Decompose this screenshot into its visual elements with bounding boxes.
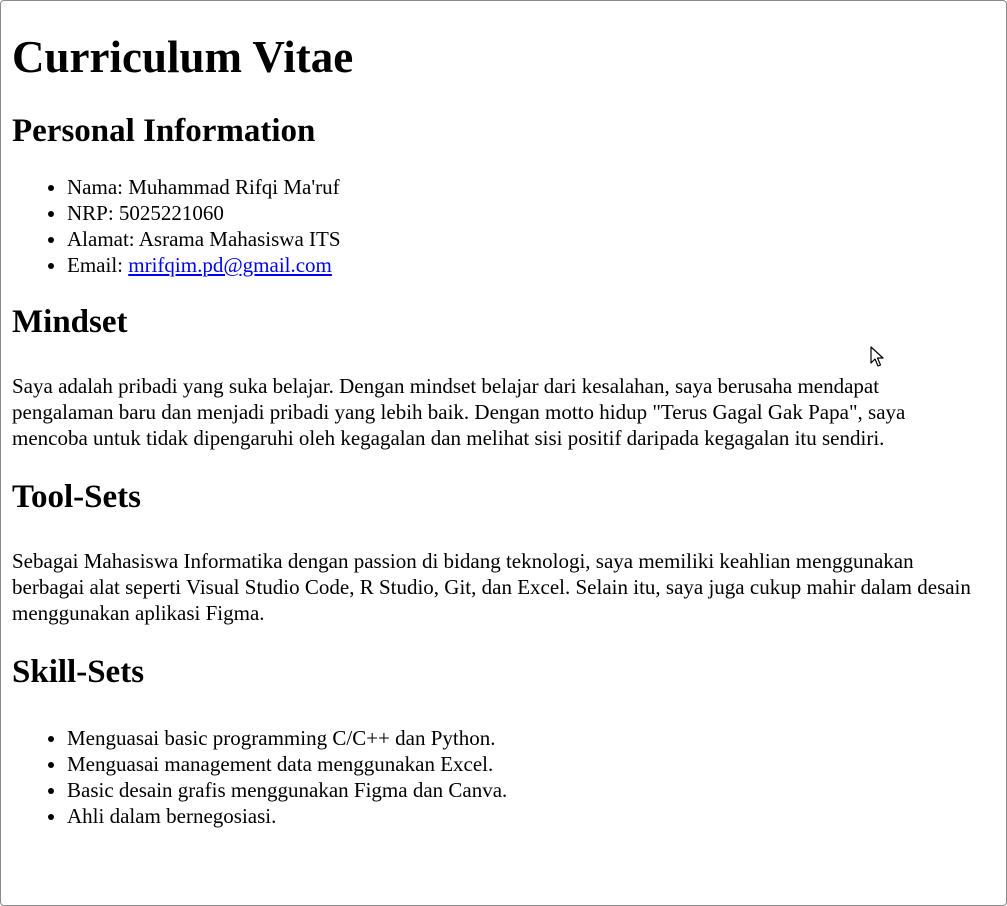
skillsets-list xyxy=(12,725,972,829)
list-item-skill: • Basic desain grafis menggunakan Figma dan Canva. xyxy=(67,777,972,803)
list-item-name: • Nama: Muhammad Rifqi Ma'ruf xyxy=(67,174,972,200)
toolsets-paragraph: Sebagai Mahasiswa Informatika dengan passion di bidang teknologi, saya memiliki keahlian menggunakan berbagai alat seperti Visual Studio Code, R Studio, Git, dan Excel. Selain itu, saya juga cukup mahir dalam desain menggunakan aplikasi Figma. xyxy=(12,549,971,625)
page-title: Curriculum Vitae xyxy=(12,32,354,82)
list-item-nrp: • NRP: 5025221060 xyxy=(67,200,972,226)
list-item-skill: • Ahli dalam bernegosiasi. xyxy=(67,803,972,829)
toolsets-heading: Tool-Sets xyxy=(12,479,141,515)
list-item-skill: • Menguasai management data menggunakan Excel. xyxy=(67,751,972,777)
list-item-email xyxy=(67,252,972,278)
personal-information-heading: Personal Information xyxy=(12,113,316,149)
skillsets-heading: Skill-Sets xyxy=(12,654,145,690)
page-content xyxy=(12,1,972,829)
mindset-heading: Mindset xyxy=(12,304,128,340)
mindset-paragraph: Saya adalah pribadi yang suka belajar. Dengan mindset belajar dari kesalahan, saya berusaha mendapat pengalaman baru dan menjadi pribadi yang lebih baik. Dengan motto hidup "Terus Gagal Gak Papa", saya mencoba untuk tidak dipengaruhi oleh kegagalan dan melihat sisi positif daripada kegagalan itu sendiri. xyxy=(12,374,906,450)
personal-information-list xyxy=(12,174,972,278)
email-link[interactable]: mrifqim.pd@gmail.com xyxy=(128,253,332,277)
email-label: Email: xyxy=(67,253,129,277)
list-item-address: • Alamat: Asrama Mahasiswa ITS xyxy=(67,226,972,252)
list-item-skill: • Menguasai basic programming C/C++ dan Python. xyxy=(67,725,972,751)
mouse-pointer-icon xyxy=(870,346,884,368)
